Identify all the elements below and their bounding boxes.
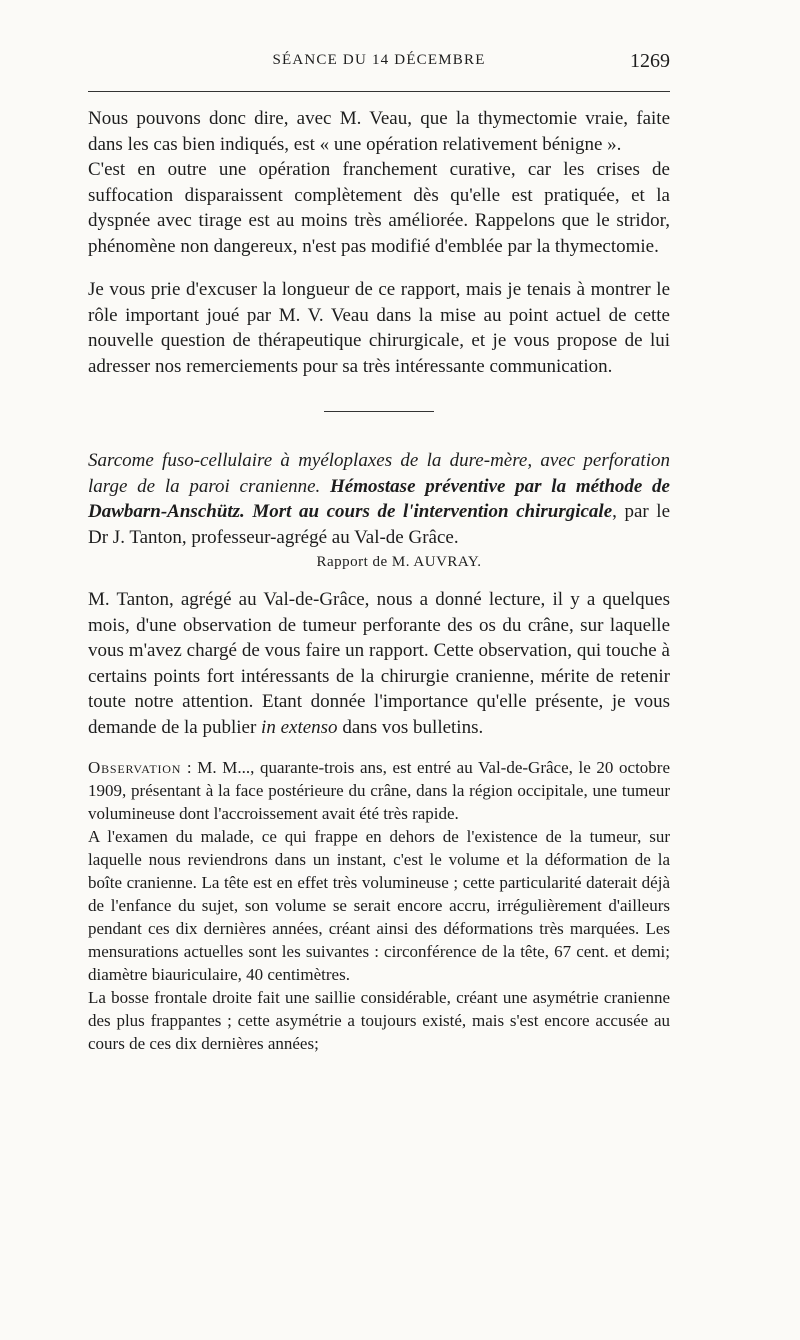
main-text: M. Tanton, agrégé au Val-de-Grâce, nous a donné lecture, il y a quelques mois, d'une observation de tumeur perforante des os du crâne, sur laquelle vous m'avez chargé de vous faire un rapport. Cette observation, qui touche à certains points fort intéressants de la chirurgie cranienne, mérite de retenir toute notre attention. Etant donnée l'importance qu'elle présente, je vous demande de la publier bbox=[88, 589, 670, 738]
main-text-end: dans vos bulletins. bbox=[342, 716, 484, 738]
running-title: SÉANCE DU 14 DÉCEMBRE bbox=[272, 52, 486, 68]
report-line: Rapport de M. AUVRAY. bbox=[316, 554, 482, 570]
paragraph: A l'examen du malade, ce qui frappe en dehors de l'existence de la tumeur, sur laquelle nous reviendrons dans un instant, c'est le volume et la déformation de la boîte cranienne. La tête est en effet très volumineuse ; cette particularité daterait déjà de l'enfance du sujet, son volume se serait encore accru, irrégulièrement d'ailleurs pendant ces dix dernières années, créant ainsi des déformations très marquées. Les mensurations actuelles sont les suivantes : circonférence de la tête, 67 cent. et demi; diamètre biauriculaire, 40 centimètres. bbox=[88, 827, 670, 984]
page-number: 1269 bbox=[630, 50, 670, 72]
article-title-part1: Sarcome fuso-cellulaire à myéloplaxes de la dure-mère, avec perforation large de la paroi cranienne. bbox=[88, 450, 670, 497]
paragraph: Nous pouvons donc dire, avec M. Veau, que la thymectomie vraie, faite dans les cas bien indiqués, est « une opération relativement bénigne ». bbox=[88, 108, 670, 155]
observation-paragraph bbox=[88, 756, 670, 825]
observation-label: Observation bbox=[88, 758, 182, 777]
main-italic: in extenso bbox=[261, 716, 338, 738]
paragraph: Je vous prie d'excuser la longueur de ce rapport, mais je tenais à montrer le rôle important joué par M. V. Veau dans la mise au point actuel de cette nouvelle question de thérapeutique chirurgicale, et je vous propose de lui adresser nos remerciements pour sa très intéressante communication. bbox=[88, 279, 670, 377]
observation-text: : M. M..., quarante-trois ans, est entré au Val-de-Grâce, le 20 octobre 1909, présentant à la face postérieure du crâne, dans la région occipitale, une tumeur volumineuse dont l'accroissement avait été très rapide. bbox=[88, 758, 670, 823]
section-separator bbox=[324, 411, 434, 412]
running-header bbox=[88, 48, 670, 78]
paragraph: C'est en outre une opération franchement curative, car les crises de suffocation disparaissent complètement dès qu'elle est pratiquée, et la dyspnée avec tirage est au moins très améliorée. Rappelons que le stridor, phénomène non dangereux, n'est pas modifié d'emblée par la thymectomie. bbox=[88, 159, 670, 257]
article-byline: , par le Dr J. Tanton, professeur-agrégé au Val-de Grâce. bbox=[88, 501, 670, 548]
article-title bbox=[88, 448, 670, 550]
paragraph: La bosse frontale droite fait une saillie considérable, créant une asymétrie cranienne des plus frappantes ; cette asymétrie a toujours existé, mais s'est encore accusée au cours de ces dix dernières années; bbox=[88, 988, 670, 1053]
article-title-part3: Mort au cours de l'intervention chirurgicale bbox=[252, 501, 613, 522]
header-rule bbox=[88, 91, 670, 92]
page-body bbox=[88, 106, 670, 1055]
main-paragraph bbox=[88, 587, 670, 740]
article-title-part2: Hémostase préventive par la méthode de Dawbarn-Anschütz. bbox=[88, 475, 670, 522]
